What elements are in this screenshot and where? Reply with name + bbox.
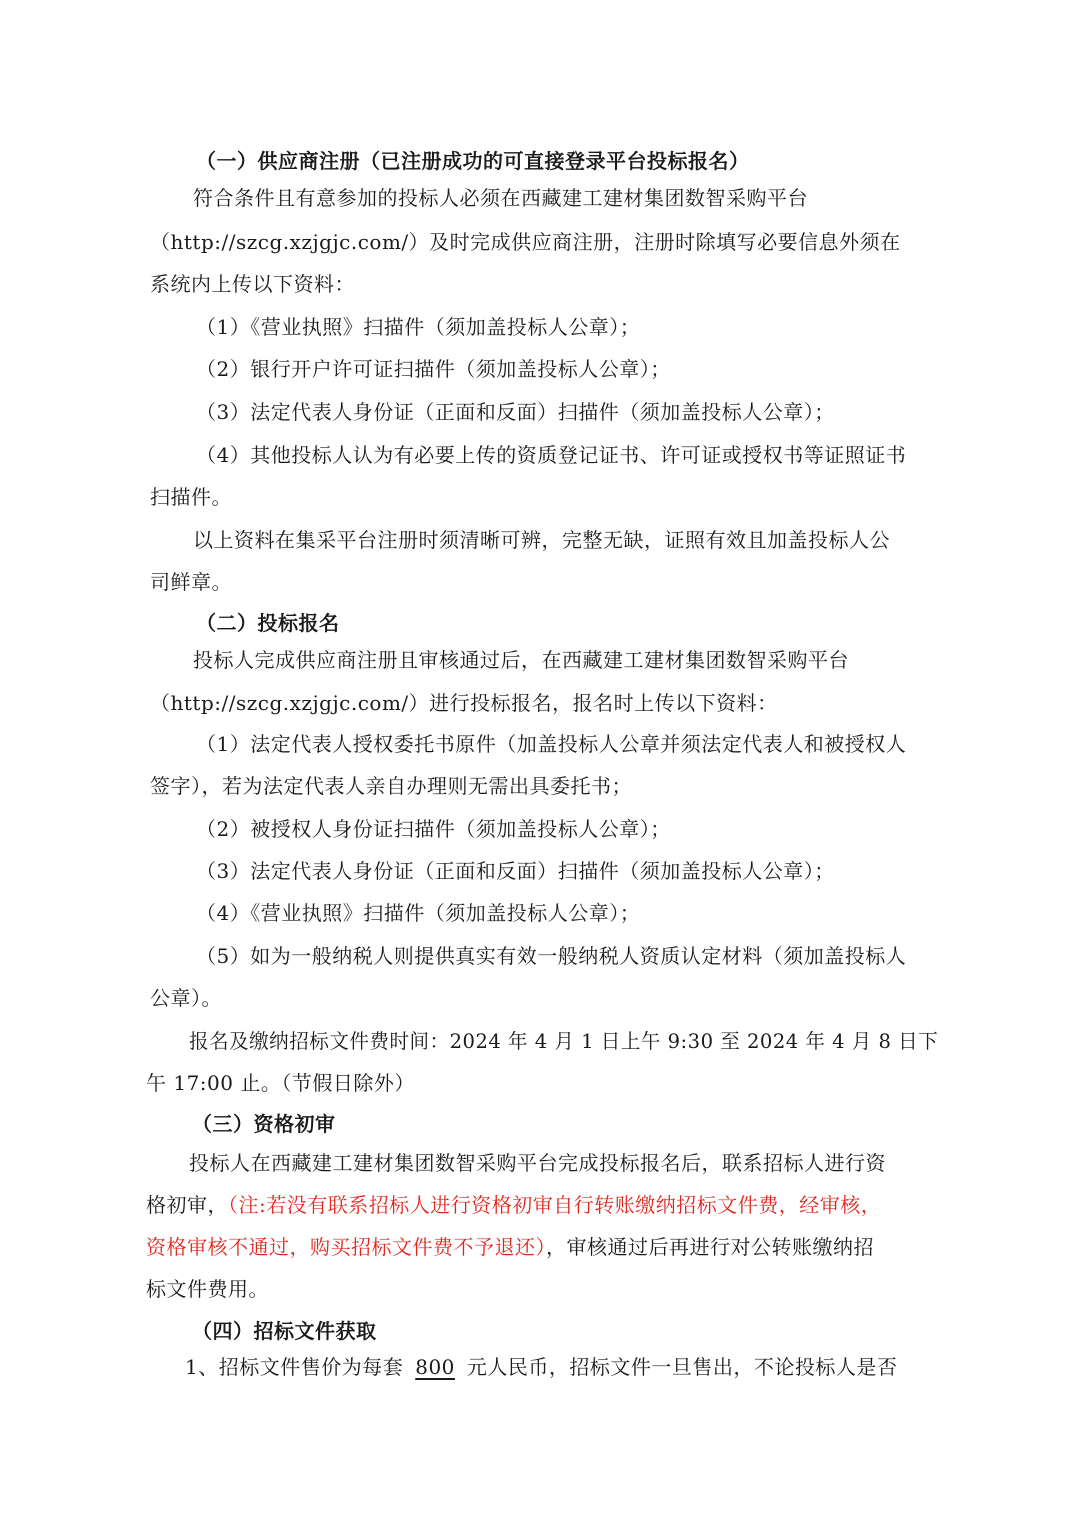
section-2-time-line-1: 报名及缴纳招标文件费时间：2024 年 4 月 1 日上午 9:30 至 2024 年 4 月 8 日下 bbox=[189, 1029, 939, 1053]
section-1-note-line-2: 司鲜章。 bbox=[150, 570, 232, 594]
section-2-time-line-2: 午 17:00 止。（节假日除外） bbox=[146, 1071, 415, 1095]
section-3-para-line-1: 投标人在西藏建工建材集团数智采购平台完成投标报名后，联系招标人进行资 bbox=[189, 1151, 886, 1175]
section-4-heading: （四）招标文件获取 bbox=[192, 1319, 377, 1343]
section-3-para-line-3 bbox=[146, 1232, 874, 1262]
red-note-part-2: 资格审核不通过，购买招标文件费不予退还） bbox=[146, 1235, 546, 1259]
section-2-item-1-line-1: （1）法定代表人授权委托书原件（加盖投标人公章并须法定代表人和被授权人 bbox=[196, 732, 907, 756]
section-3-para-line-4: 标文件费用。 bbox=[146, 1277, 269, 1301]
section-1-intro-line-3: 系统内上传以下资料： bbox=[150, 272, 355, 296]
section-2-item-5-line-1: （5）如为一般纳税人则提供真实有效一般纳税人资质认定材料（须加盖投标人 bbox=[196, 944, 907, 968]
section-3-text-2: ，审核通过后再进行对公转账缴纳招 bbox=[546, 1235, 874, 1259]
section-1-intro-line-2: （http://szcg.xzjgjc.com/）及时完成供应商注册，注册时除填写必要信息外须在 bbox=[150, 230, 901, 254]
section-2-item-1-line-2: 签字），若为法定代表人亲自办理则无需出具委托书； bbox=[150, 774, 632, 798]
red-note-part-1: （注:若没有联系招标人进行资格初审自行转账缴纳招标文件费，经审核， bbox=[228, 1193, 882, 1217]
section-2-item-4: （4）《营业执照》扫描件（须加盖投标人公章）； bbox=[196, 901, 641, 925]
section-1-item-1: （1）《营业执照》扫描件（须加盖投标人公章）； bbox=[196, 315, 641, 339]
price-suffix: 元人民币，招标文件一旦售出，不论投标人是否 bbox=[466, 1355, 898, 1379]
section-2-item-2: （2）被授权人身份证扫描件（须加盖投标人公章）； bbox=[196, 817, 671, 841]
section-3-heading: （三）资格初审 bbox=[192, 1112, 336, 1136]
section-1-heading: （一）供应商注册（已注册成功的可直接登录平台投标报名） bbox=[196, 149, 750, 173]
section-2-heading: （二）投标报名 bbox=[196, 611, 340, 635]
section-1-item-2: （2）银行开户许可证扫描件（须加盖投标人公章）； bbox=[196, 357, 671, 381]
section-1-item-4-line-1: （4）其他投标人认为有必要上传的资质登记证书、许可证或授权书等证照证书 bbox=[196, 443, 907, 467]
section-2-intro-line-1: 投标人完成供应商注册且审核通过后，在西藏建工建材集团数智采购平台 bbox=[193, 648, 849, 672]
price-value: 800 bbox=[415, 1355, 455, 1379]
section-2-item-5-line-2: 公章）。 bbox=[150, 986, 222, 1010]
section-4-para-line-1 bbox=[185, 1352, 897, 1382]
section-1-item-4-line-2: 扫描件。 bbox=[150, 485, 232, 509]
section-3-para-line-2 bbox=[146, 1190, 881, 1220]
section-1-note-line-1: 以上资料在集采平台注册时须清晰可辨，完整无缺，证照有效且加盖投标人公 bbox=[193, 528, 890, 552]
section-2-item-3: （3）法定代表人身份证（正面和反面）扫描件（须加盖投标人公章）； bbox=[196, 859, 835, 883]
section-3-text: 格初审， bbox=[146, 1193, 228, 1217]
price-prefix: 1、招标文件售价为每套 bbox=[185, 1355, 404, 1379]
section-1-intro-line-1: 符合条件且有意参加的投标人必须在西藏建工建材集团数智采购平台 bbox=[193, 186, 808, 210]
section-1-item-3: （3）法定代表人身份证（正面和反面）扫描件（须加盖投标人公章）； bbox=[196, 400, 835, 424]
section-2-intro-line-2: （http://szcg.xzjgjc.com/）进行投标报名，报名时上传以下资料： bbox=[150, 691, 778, 715]
